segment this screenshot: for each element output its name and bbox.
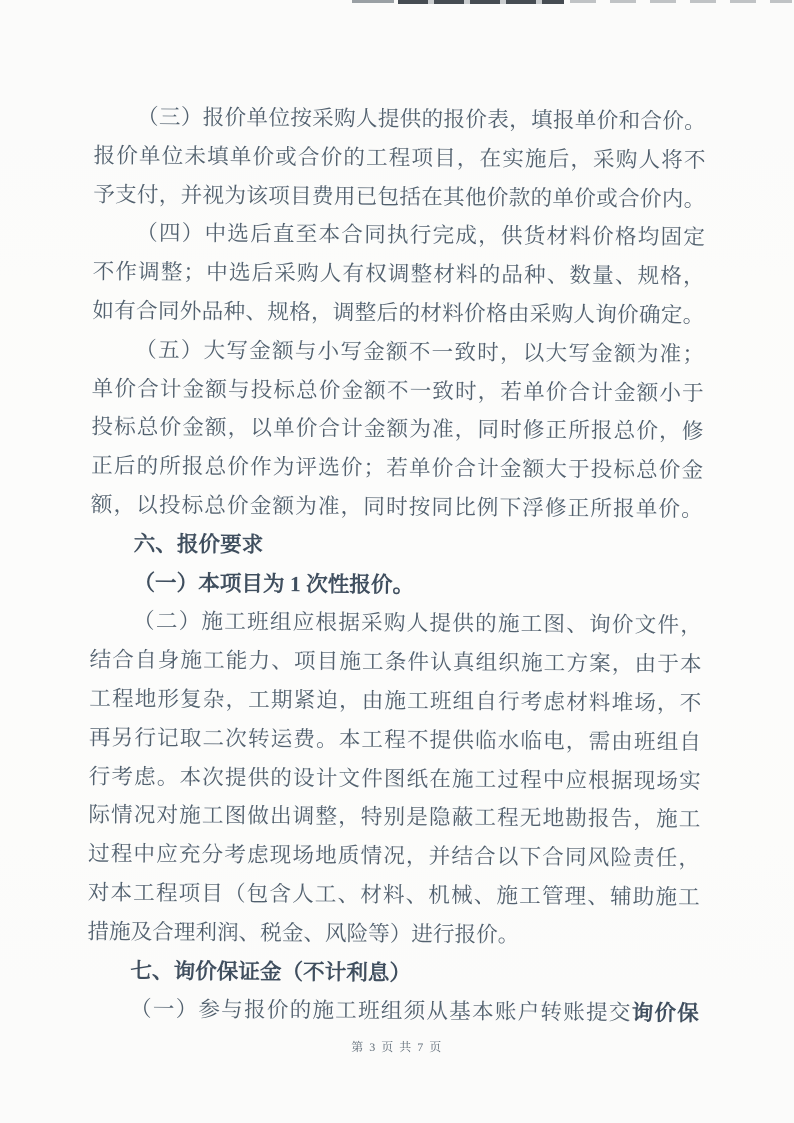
text-line [92,330,704,374]
text-segment: 过程中应充分考虑现场地质情况，并结合以下合同风险责任， [87,841,701,871]
text-segment: 对本工程项目（包含人工、材料、机械、施工管理、辅助施工 [87,880,700,910]
bold-text-segment: 七、询价保证金（不计利息） [130,958,412,985]
text-segment: （五）大写金额与小写金额不一致时，以大写金额为准； [135,337,705,367]
text-line [91,447,703,491]
text-line [89,641,701,685]
text-segment: 投标总价金额，以单价合计金额为准，同时修正所报总价，修 [91,414,704,444]
text-line [88,835,700,879]
text-line [88,874,700,918]
text-segment: 措施及合理利润、税金、风险等）进行报价。 [87,919,520,947]
text-line [87,990,699,1034]
text-segment: 工程地形复杂，工期紧迫，由施工班组自行考虑材料堆场，不 [89,686,702,716]
text-line [88,796,700,840]
text-line [92,369,704,413]
scan-artifact-dash [570,0,792,3]
text-segment: 再另行记取二次转运费。本工程不提供临水临电，需由班组自 [88,725,702,755]
text-line [87,912,699,956]
bold-text-segment: 询价保 [631,1001,699,1026]
text-line [92,253,704,297]
text-line [89,757,701,801]
text-line [93,136,705,180]
text-segment: （一）参与报价的施工班组须从基本账户转账提交 [129,997,632,1026]
text-segment: 结合自身施工能力、项目施工条件认真组织施工方案，由于本 [89,647,702,677]
text-line [92,292,704,336]
text-line [91,408,703,452]
text-segment: 额，以投标总价金额为准，同时按同比例下浮修正所报单价。 [90,492,703,522]
bold-text-segment: 六、报价要求 [133,531,264,557]
text-segment: 不作调整；中选后采购人有权调整材料的品种、数量、规格， [92,259,705,289]
text-line [89,718,701,762]
text-line [90,563,702,607]
text-line [94,98,706,142]
text-segment: 单价合计金额与投标总价金额不一致时，若单价合计金额小于 [91,376,704,405]
text-line [89,680,701,724]
text-line [87,951,699,995]
text-segment: （二）施工班组应根据采购人提供的施工图、询价文件， [132,609,702,638]
text-segment: 际情况对施工图做出调整，特别是隐蔽工程无地勘报告，施工 [88,802,701,832]
text-segment: 行考虑。本次提供的设计文件图纸在施工过程中应根据现场实 [88,764,701,793]
text-line [93,175,705,219]
text-segment: 正后的所报总价作为评选价；若单价合计金额大于投标总价金 [91,453,704,483]
text-line [93,214,705,258]
text-segment: （三）报价单位按采购人提供的报价表，填报单价和合价。 [136,104,706,134]
text-line [91,486,703,530]
text-line [90,524,702,568]
scan-artifact-dash [398,0,564,4]
text-segment: 予支付，并视为该项目费用已包括在其他价款的单价或合价内。 [93,182,706,211]
bold-text-segment: （一）本项目为 1 次性报价。 [133,570,415,597]
page-number-footer: 第 3 页 共 7 页 [351,1040,443,1054]
text-segment: 报价单位未填单价或合价的工程项目，在实施后，采购人将不 [93,143,706,173]
document-body [87,98,706,1034]
text-line [90,602,702,646]
text-segment: （四）中选后直至本合同执行完成，供货材料价格均固定 [136,221,706,250]
text-segment: 如有合同外品种、规格，调整后的材料价格由采购人询价确定。 [92,298,705,328]
scan-artifact-dash [352,0,394,3]
